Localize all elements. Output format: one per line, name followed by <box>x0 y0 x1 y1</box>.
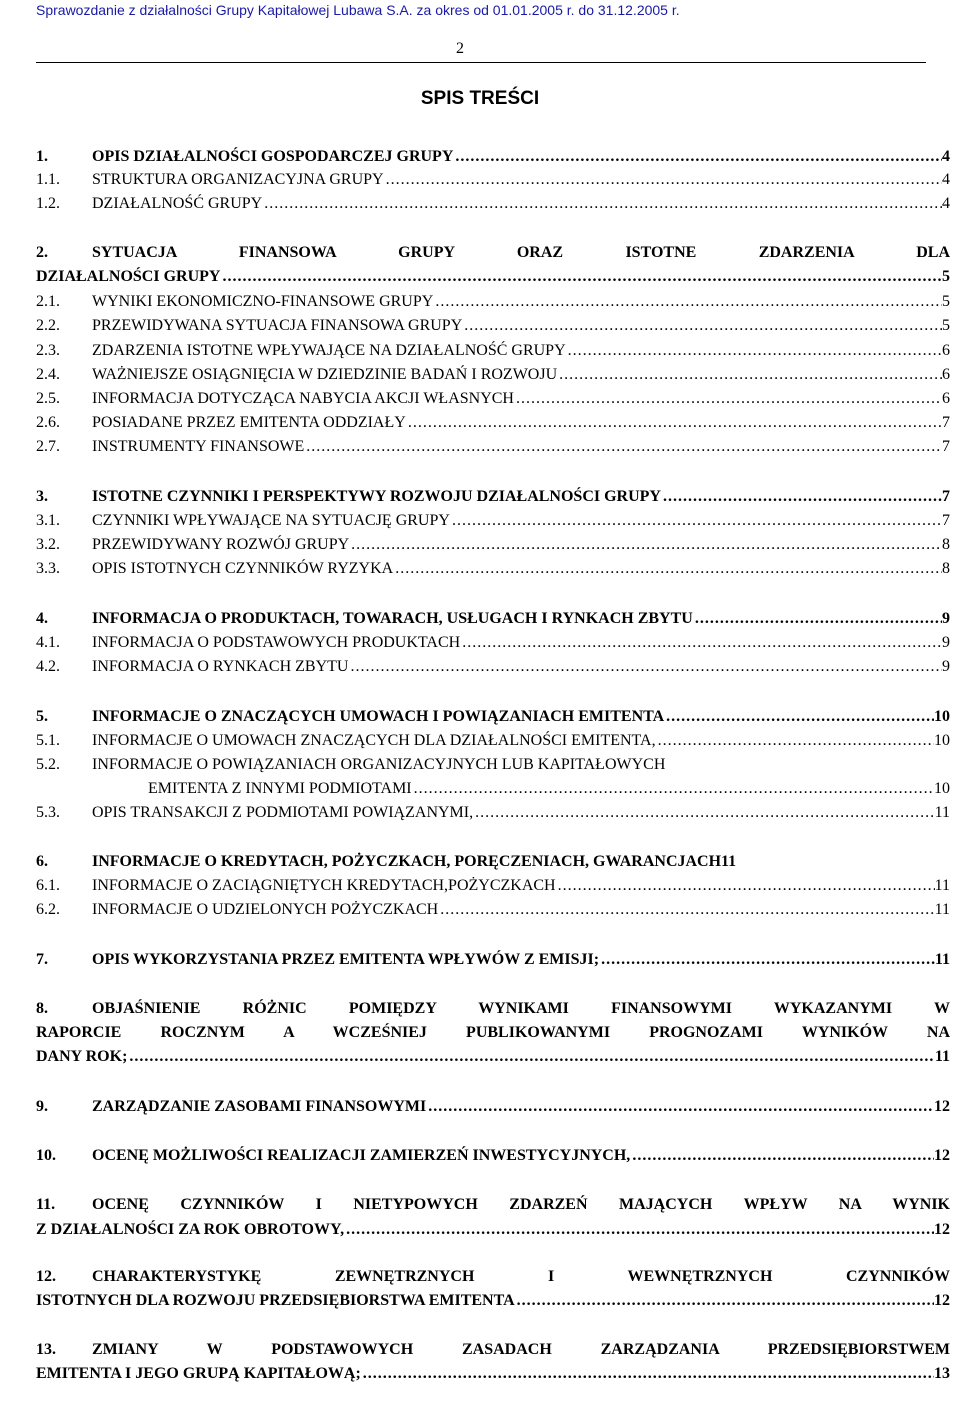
toc-entry-page: 11 <box>934 1048 950 1065</box>
toc-entry-title: RAPORCIE ROCZNYM A WCZEŚNIEJ PUBLIKOWANYMI PROGNOZAMI WYNIKÓW NA <box>36 1024 950 1041</box>
toc-entry-page: 4 <box>942 148 950 165</box>
toc-entry-number: 9. <box>36 1098 48 1115</box>
toc-entry-number: 5. <box>36 708 48 725</box>
toc-dot-leader <box>664 708 934 726</box>
toc-entry-page: 11 <box>934 951 950 968</box>
toc-entry-title: PRZEWIDYWANY ROZWÓJ GRUPY <box>92 536 350 553</box>
toc-dot-leader <box>304 438 942 456</box>
toc-entry[interactable] <box>36 362 950 384</box>
toc-entry-title: POSIADANE PRZEZ EMITENTA ODDZIAŁY <box>92 414 406 431</box>
toc-entry[interactable] <box>36 947 950 969</box>
toc-entry-title: ZDARZENIA ISTOTNE WPŁYWAJĄCE NA DZIAŁALNOŚĆ GRUPY <box>92 342 566 359</box>
toc-entry[interactable] <box>36 1094 950 1116</box>
toc-entry[interactable] <box>36 191 950 213</box>
toc-entry-number: 3.1. <box>36 512 60 529</box>
toc-entry-number: 5.3. <box>36 804 60 821</box>
toc-entry[interactable] <box>36 167 950 189</box>
toc-dot-leader <box>393 560 942 578</box>
toc-entry[interactable] <box>36 1217 950 1239</box>
toc-entry[interactable] <box>36 654 950 676</box>
toc-dot-leader <box>361 1365 934 1383</box>
toc-entry-page: 5 <box>942 293 950 310</box>
toc-entry[interactable] <box>36 410 950 432</box>
toc-entry-number: 1.2. <box>36 195 60 212</box>
toc-entry-page: 7 <box>942 438 950 455</box>
toc-dot-leader <box>462 317 942 335</box>
toc-entry-number: 2.7. <box>36 438 60 455</box>
toc-entry[interactable] <box>36 1143 950 1165</box>
toc-entry-page: 12 <box>934 1098 950 1115</box>
toc-entry-title: INFORMACJE O POWIĄZANIACH ORGANIZACYJNYCH LUB KAPITAŁOWYCH <box>92 756 666 773</box>
toc-dot-leader <box>661 488 942 506</box>
toc-entry-page: 9 <box>942 658 950 675</box>
toc-entry-title: DZIAŁALNOŚCI GRUPY <box>36 268 221 285</box>
toc-entry-number: 2.2. <box>36 317 60 334</box>
toc-entry-title: OCENĘ MOŻLIWOŚCI REALIZACJI ZAMIERZEŃ INWESTYCYJNYCH, <box>92 1147 631 1164</box>
toc-entry-number: 2.5. <box>36 390 60 407</box>
toc-entry-page: 9 <box>942 634 950 651</box>
toc-dot-leader <box>406 414 942 432</box>
toc-entry-title: DANY ROK; <box>36 1048 128 1065</box>
toc-entry[interactable] <box>36 386 950 408</box>
toc-entry-title: OBJAŚNIENIE RÓŻNIC POMIĘDZY WYNIKAMI FINANSOWYMI WYKAZANYMI W <box>92 1000 950 1017</box>
toc-dot-leader <box>453 148 942 166</box>
toc-dot-leader <box>556 877 935 895</box>
toc-entry-title: OCENĘ CZYNNIKÓW I NIETYPOWYCH ZDARZEŃ MAJĄCYCH WPŁYW NA WYNIK <box>92 1196 950 1213</box>
toc-entry-title: STRUKTURA ORGANIZACYJNA GRUPY <box>92 171 384 188</box>
toc-entry[interactable] <box>36 240 950 262</box>
toc-entry-title: ZMIANY W PODSTAWOWYCH ZASADACH ZARZĄDZANIA PRZEDSIĘBIORSTWEM <box>92 1341 950 1358</box>
toc-entry-title: OPIS ISTOTNYCH CZYNNIKÓW RYZYKA <box>92 560 394 577</box>
toc-entry-page: 7 <box>942 488 950 505</box>
toc-entry-number: 3. <box>36 488 48 505</box>
header-title: Sprawozdanie z działalności Grupy Kapitałowej Lubawa S.A. za okres od 01.01.2005 r. do 31.12.2005 r. <box>36 2 680 18</box>
toc-entry-page: 4 <box>942 195 950 212</box>
toc-entry-title: OPIS WYKORZYSTANIA PRZEZ EMITENTA WPŁYWÓW Z EMISJI; <box>92 951 600 968</box>
toc-dot-leader <box>460 634 942 652</box>
toc-dot-leader <box>412 780 934 798</box>
toc-entry-title: ZARZĄDZANIE ZASOBAMI FINANSOWYMI <box>92 1098 427 1115</box>
toc-entry-page: 12 <box>934 1292 950 1309</box>
toc-dot-leader <box>349 536 942 554</box>
toc-entry[interactable] <box>36 556 950 578</box>
toc-entry-number: 3.3. <box>36 560 60 577</box>
toc-entry[interactable] <box>36 728 950 750</box>
toc-entry[interactable] <box>36 532 950 554</box>
toc-dot-leader <box>599 951 935 969</box>
toc-entry-number: 12. <box>36 1268 56 1285</box>
toc-dot-leader <box>348 658 942 676</box>
toc-entry[interactable] <box>36 1020 950 1042</box>
toc-entry-title: INFORMACJE O UMOWACH ZNACZĄCYCH DLA DZIAŁALNOŚCI EMITENTA, <box>92 732 656 749</box>
toc-entry-page: 10 <box>934 732 950 749</box>
toc-entry[interactable] <box>36 776 950 798</box>
toc-entry-title: PRZEWIDYWANA SYTUACJA FINANSOWA GRUPY <box>92 317 463 334</box>
toc-entry-page: 5 <box>942 317 950 334</box>
toc-dot-leader <box>426 1098 934 1116</box>
toc-entry[interactable] <box>36 897 950 919</box>
toc-entry[interactable] <box>36 1044 950 1066</box>
toc-heading: SPIS TREŚCI <box>420 88 540 109</box>
toc-entry-number: 6. <box>36 853 48 870</box>
toc-entry-page: 7 <box>942 512 950 529</box>
toc-dot-leader <box>384 171 942 189</box>
toc-dot-leader <box>433 293 942 311</box>
toc-entry-title: INFORMACJE O ZNACZĄCYCH UMOWACH I POWIĄZANIACH EMITENTA <box>92 708 665 725</box>
toc-dot-leader <box>630 1147 934 1165</box>
toc-entry[interactable] <box>36 508 950 530</box>
toc-dot-leader <box>693 610 942 628</box>
toc-entry-page: 4 <box>942 171 950 188</box>
header-page-number: 2 <box>456 40 464 57</box>
toc-entry-number: 2. <box>36 244 48 261</box>
toc-dot-leader <box>262 195 942 213</box>
toc-entry[interactable] <box>36 144 950 166</box>
toc-entry-number: 7. <box>36 951 48 968</box>
toc-entry-number: 8. <box>36 1000 48 1017</box>
toc-entry-page: 10 <box>934 708 950 725</box>
toc-entry[interactable] <box>36 1264 950 1286</box>
toc-entry[interactable] <box>36 484 950 506</box>
toc-entry-number: 5.2. <box>36 756 60 773</box>
toc-entry-page: 11 <box>934 901 950 918</box>
toc-entry[interactable] <box>36 289 950 311</box>
toc-entry-title: ISTOTNYCH DLA ROZWOJU PRZEDSIĘBIORSTWA EMITENTA <box>36 1292 515 1309</box>
toc-entry-number: 2.6. <box>36 414 60 431</box>
toc-entry-page: 11 <box>934 877 950 894</box>
toc-entry-page: 12 <box>934 1221 950 1238</box>
toc-entry-number: 2.1. <box>36 293 60 310</box>
toc-entry-number: 2.3. <box>36 342 60 359</box>
toc-entry[interactable] <box>36 873 950 895</box>
toc-entry[interactable] <box>36 752 950 774</box>
toc-dot-leader <box>438 901 934 919</box>
toc-entry-number: 10. <box>36 1147 56 1164</box>
toc-entry-page: 8 <box>942 536 950 553</box>
toc-entry-title: Z DZIAŁALNOŚCI ZA ROK OBROTOWY, <box>36 1221 345 1238</box>
toc-entry-title: SYTUACJA FINANSOWA GRUPY ORAZ ISTOTNE ZDARZENIA DLA <box>92 244 950 261</box>
toc-entry[interactable] <box>36 996 950 1018</box>
toc-entry[interactable] <box>36 849 950 871</box>
toc-entry-page: 12 <box>934 1147 950 1164</box>
toc-entry[interactable] <box>36 800 950 822</box>
toc-entry-number: 5.1. <box>36 732 60 749</box>
toc-entry[interactable] <box>36 1288 950 1310</box>
toc-dot-leader <box>514 390 942 408</box>
toc-entry-title: OPIS DZIAŁALNOŚCI GOSPODARCZEJ GRUPY <box>92 148 454 165</box>
toc-entry[interactable] <box>36 1361 950 1383</box>
toc-entry-number: 1. <box>36 148 48 165</box>
toc-entry-page: 8 <box>942 560 950 577</box>
toc-dot-leader <box>566 342 942 360</box>
toc-entry-page: 7 <box>942 414 950 431</box>
toc-entry-title: WAŻNIEJSZE OSIĄGNIĘCIA W DZIEDZINIE BADAŃ I ROZWOJU <box>92 366 558 383</box>
toc-dot-leader <box>515 1292 934 1310</box>
toc-entry-title: EMITENTA Z INNYMI PODMIOTAMI <box>148 780 412 797</box>
toc-entry-page: 11 <box>934 804 950 821</box>
toc-entry-title: INFORMACJA O PODSTAWOWYCH PRODUKTACH <box>92 634 461 651</box>
toc-dot-leader <box>557 366 942 384</box>
toc-entry-number: 13. <box>36 1341 56 1358</box>
toc-entry-title: INFORMACJE O UDZIELONYCH POŻYCZKACH <box>92 901 439 918</box>
toc-entry[interactable] <box>36 704 950 726</box>
running-header <box>36 2 926 63</box>
toc-entry-number: 4.2. <box>36 658 60 675</box>
toc-dot-leader <box>344 1221 934 1239</box>
toc-entry-number: 3.2. <box>36 536 60 553</box>
toc-entry-page: 10 <box>934 780 950 797</box>
toc-entry[interactable] <box>36 1192 950 1214</box>
toc-entry-title: EMITENTA I JEGO GRUPĄ KAPITAŁOWĄ; <box>36 1365 361 1382</box>
toc-entry[interactable] <box>36 606 950 628</box>
toc-entry-number: 6.1. <box>36 877 60 894</box>
toc-entry-number: 11. <box>36 1196 56 1213</box>
toc-entry-page: 6 <box>942 342 950 359</box>
toc-entry-title: INFORMACJE O KREDYTACH, POŻYCZKACH, PORĘCZENIACH, GWARANCJACH11 <box>92 853 737 870</box>
toc-entry-title: INSTRUMENTY FINANSOWE <box>92 438 305 455</box>
toc-entry-title: CHARAKTERYSTYKĘ ZEWNĘTRZNYCH I WEWNĘTRZNYCH CZYNNIKÓW <box>92 1268 950 1285</box>
toc-entry[interactable] <box>36 338 950 360</box>
toc-dot-leader <box>656 732 934 750</box>
toc-entry-page: 9 <box>942 610 950 627</box>
toc-entry-number: 1.1. <box>36 171 60 188</box>
toc-dot-leader <box>473 804 934 822</box>
toc-dot-leader <box>450 512 942 530</box>
toc-entry-number: 6.2. <box>36 901 60 918</box>
toc-entry-title: INFORMACJA O PRODUKTACH, TOWARACH, USŁUGACH I RYNKACH ZBYTU <box>92 610 693 627</box>
toc-entry-number: 2.4. <box>36 366 60 383</box>
toc-entry-title: ISTOTNE CZYNNIKI I PERSPEKTYWY ROZWOJU DZIAŁALNOŚCI GRUPY <box>92 488 661 505</box>
toc-entry-page: 6 <box>942 390 950 407</box>
toc-entry-title: INFORMACJE O ZACIĄGNIĘTYCH KREDYTACH,POŻYCZKACH <box>92 877 556 894</box>
toc-entry-page: 13 <box>934 1365 950 1382</box>
toc-entry-title: WYNIKI EKONOMICZNO-FINANSOWE GRUPY <box>92 293 434 310</box>
toc-entry-title: INFORMACJA DOTYCZĄCA NABYCIA AKCJI WŁASNYCH <box>92 390 514 407</box>
toc-entry-page: 5 <box>942 268 950 285</box>
toc-entry-title: OPIS TRANSAKCJI Z PODMIOTAMI POWIĄZANYMI, <box>92 804 474 821</box>
toc-entry-number: 4.1. <box>36 634 60 651</box>
toc-entry-title: DZIAŁALNOŚĆ GRUPY <box>92 195 263 212</box>
toc-entry-title: INFORMACJA O RYNKACH ZBYTU <box>92 658 349 675</box>
toc-entry-page: 6 <box>942 366 950 383</box>
toc-entry[interactable] <box>36 630 950 652</box>
toc-entry-number: 4. <box>36 610 48 627</box>
toc-entry[interactable] <box>36 1337 950 1359</box>
toc-entry[interactable] <box>36 313 950 335</box>
toc-dot-leader <box>127 1048 934 1066</box>
toc-entry[interactable] <box>36 434 950 456</box>
toc-entry-title: CZYNNIKI WPŁYWAJĄCE NA SYTUACJĘ GRUPY <box>92 512 450 529</box>
toc-entry[interactable] <box>36 264 950 286</box>
toc-dot-leader <box>220 268 942 286</box>
